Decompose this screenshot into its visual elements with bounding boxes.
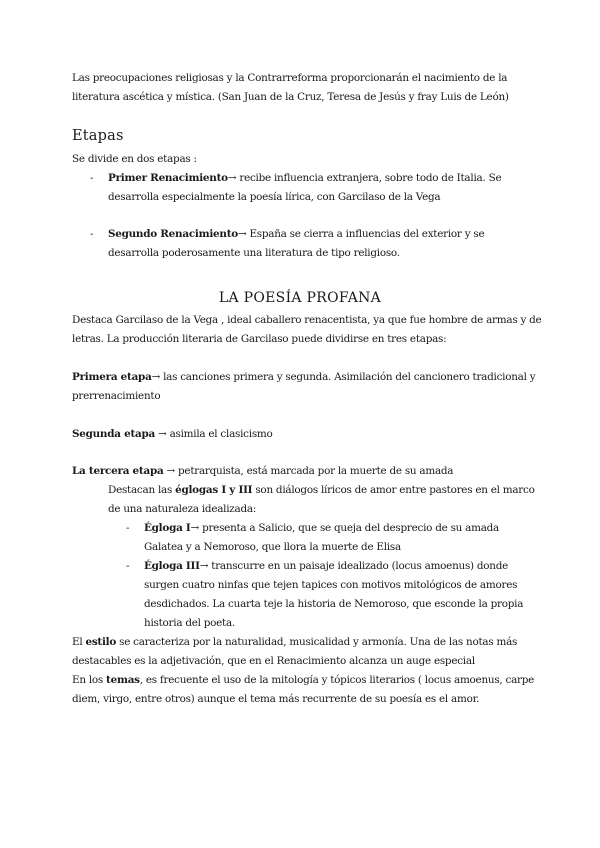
text-run: , es frecuente el uso de la mitología y tópicos literarios ( locus amoenus, carpe [139, 674, 535, 686]
profana-intro-line-2: letras. La producción literaria de Garcilaso puede dividirse en tres etapas: [72, 333, 447, 345]
arrow-icon: → [151, 371, 161, 383]
etapa-segundo-text: España se cierra a influencias del exterior y se [246, 228, 485, 240]
etapas-lead: Se divide en dos etapas : [72, 153, 197, 165]
primera-etapa-line-1 [72, 370, 535, 384]
etapa-primer-line-1 [108, 171, 501, 185]
etapa-primer-title: Primer Renacimiento [108, 172, 228, 184]
egloga-3-text: transcurre en un paisaje idealizado (locus amoenus) donde [208, 560, 509, 572]
etapa-primer-line-2: desarrolla especialmente la poesía lírica, con Garcilaso de la Vega [108, 191, 441, 203]
text-run: son diálogos líricos de amor entre pastores en el marco [252, 484, 535, 496]
egloga-1-text: presenta a Salicio, que se queja del desprecio de su amada [199, 522, 499, 534]
tercera-etapa-line [72, 464, 453, 478]
arrow-icon: → [227, 172, 237, 184]
egloga-3-line-1 [144, 559, 508, 573]
text-run: Destacan las [108, 484, 176, 496]
arrow-icon: → [155, 428, 170, 440]
primera-etapa-text: las canciones primera y segunda. Asimilación del cancionero tradicional y [160, 371, 536, 383]
etapa-segundo-line-2: desarrolla poderosamente una literatura de tipo religioso. [108, 247, 400, 259]
text-run: se caracteriza por la naturalidad, musicalidad y armonía. Una de las notas más [116, 636, 518, 648]
arrow-icon: → [190, 522, 200, 534]
intro-line-2: literatura ascética y mística. (San Juan de la Cruz, Teresa de Jesús y fray Luis de León) [72, 91, 509, 103]
eglogas-intro-line-1 [108, 483, 535, 497]
arrow-icon: → [237, 228, 247, 240]
egloga-3-line-3: desdichados. La cuarta teje la historia de Nemoroso, que esconde la propia [144, 598, 524, 610]
egloga-1-line-2: Galatea y a Nemoroso, que llora la muerte de Elisa [144, 541, 401, 553]
temas-line-2: diem, virgo, entre otros) aunque el tema más recurrente de su poesía es el amor. [72, 693, 480, 705]
text-run: El [72, 636, 86, 648]
arrow-icon: → [163, 465, 179, 477]
bullet-marker: - [126, 560, 130, 572]
profana-intro-line-1: Destaca Garcilaso de la Vega , ideal caballero renacentista, ya que fue hombre de armas y de [72, 314, 542, 326]
estilo-line-2: destacables es la adjetivación, que en el Renacimiento alcanza un auge especial [72, 655, 475, 667]
eglogas-intro-line-2: de una naturaleza idealizada: [108, 503, 257, 515]
egloga-1-label: Égloga I [144, 522, 191, 534]
egloga-1-line-1 [144, 521, 499, 535]
segunda-etapa-text: asimila el clasicismo [169, 428, 273, 440]
egloga-3-line-2: surgen cuatro ninfas que tejen tapices con motivos mitológicos de amores [144, 579, 518, 591]
estilo-bold: estilo [85, 636, 117, 648]
estilo-line-1 [72, 635, 517, 649]
eglogas-bold: églogas I y III [175, 484, 253, 496]
temas-bold: temas [106, 674, 140, 686]
etapas-heading: Etapas [72, 128, 124, 144]
temas-line-1 [72, 673, 534, 687]
etapa-segundo-title: Segundo Renacimiento [108, 228, 238, 240]
bullet-marker: - [90, 172, 94, 184]
bullet-marker: - [126, 522, 130, 534]
primera-etapa-line-2: prerrenacimiento [72, 390, 161, 402]
section-title: LA POESÍA PROFANA [218, 290, 382, 306]
segunda-etapa-label: Segunda etapa [72, 428, 155, 440]
primera-etapa-label: Primera etapa [72, 371, 152, 383]
segunda-etapa-line [72, 427, 273, 441]
tercera-etapa-label: La tercera etapa [72, 465, 164, 477]
intro-line-1: Las preocupaciones religiosas y la Contrarreforma proporcionarán el nacimiento de la [72, 72, 508, 84]
etapa-segundo-line-1 [108, 227, 484, 241]
egloga-3-label: Égloga III [144, 560, 200, 572]
bullet-marker: - [90, 228, 94, 240]
arrow-icon: → [199, 560, 209, 572]
egloga-3-line-4: historia del poeta. [144, 617, 235, 629]
tercera-etapa-text: petrarquista, está marcada por la muerte de su amada [178, 465, 454, 477]
text-run: En los [72, 674, 107, 686]
etapa-primer-text: recibe influencia extranjera, sobre todo de Italia. Se [236, 172, 502, 184]
